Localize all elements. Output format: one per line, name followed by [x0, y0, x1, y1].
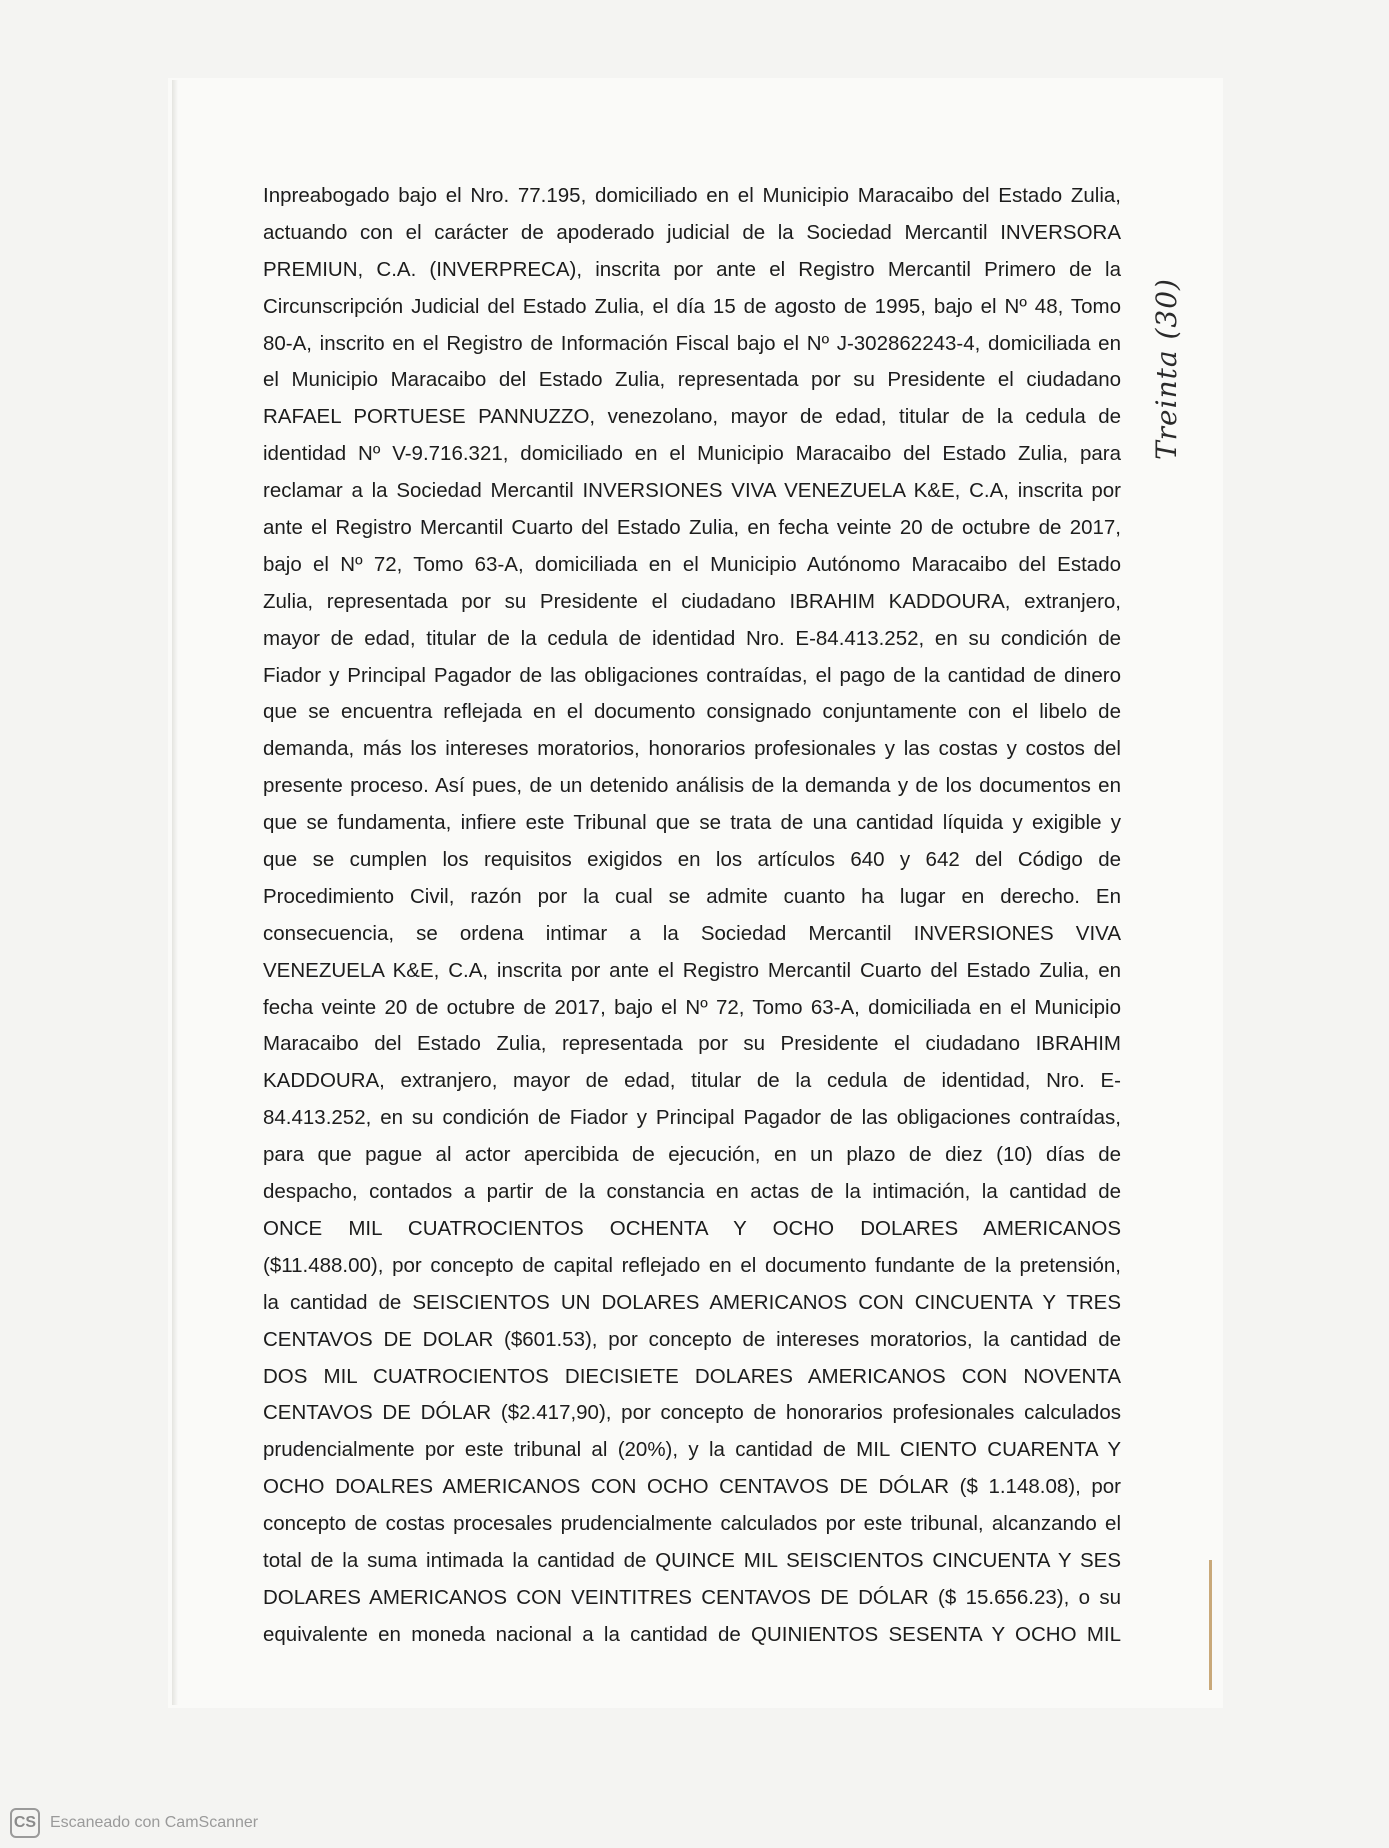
document-line: que se fundamenta, infiere este Tribunal que se trata de una cantidad líquida y exigible y — [263, 811, 1121, 835]
document-line: total de la suma intimada la cantidad de QUINCE MIL SEISCIENTOS CINCUENTA Y SES — [263, 1548, 1121, 1572]
document-line: la cantidad de SEISCIENTOS UN DOLARES AMERICANOS CON CINCUENTA Y TRES — [263, 1290, 1121, 1314]
document-line: fecha veinte 20 de octubre de 2017, bajo el Nº 72, Tomo 63-A, domiciliada en el Municipio — [263, 995, 1121, 1019]
document-line: presente proceso. Así pues, de un detenido análisis de la demanda y de los documentos en — [263, 774, 1121, 798]
document-line: OCHO DOALRES AMERICANOS CON OCHO CENTAVOS DE DÓLAR ($ 1.148.08), por — [263, 1475, 1121, 1499]
camscanner-logo-icon: CS — [10, 1808, 40, 1838]
document-line: demanda, más los intereses moratorios, honorarios profesionales y las costas y costos del — [263, 737, 1121, 761]
document-line: 80-A, inscrito en el Registro de Información Fiscal bajo el Nº J-302862243-4, domiciliada en — [263, 331, 1121, 355]
document-line: mayor de edad, titular de la cedula de identidad Nro. E-84.413.252, en su condición de — [263, 626, 1121, 650]
document-line: PREMIUN, C.A. (INVERPRECA), inscrita por ante el Registro Mercantil Primero de la — [263, 257, 1121, 281]
document-line: bajo el Nº 72, Tomo 63-A, domiciliada en el Municipio Autónomo Maracaibo del Estado — [263, 552, 1121, 576]
document-line: Fiador y Principal Pagador de las obligaciones contraídas, el pago de la cantidad de dinero — [263, 663, 1121, 687]
document-line: ONCE MIL CUATROCIENTOS OCHENTA Y OCHO DOLARES AMERICANOS — [263, 1216, 1121, 1240]
document-line: Zulia, representada por su Presidente el ciudadano IBRAHIM KADDOURA, extranjero, — [263, 589, 1121, 613]
document-line: VENEZUELA K&E, C.A, inscrita por ante el Registro Mercantil Cuarto del Estado Zulia, en — [263, 958, 1121, 982]
document-line: que se encuentra reflejada en el documento consignado conjuntamente con el libelo de — [263, 700, 1121, 724]
document-line: Inpreabogado bajo el Nro. 77.195, domiciliado en el Municipio Maracaibo del Estado Zulia, — [263, 184, 1121, 207]
document-line: Procedimiento Civil, razón por la cual se admite cuanto ha lugar en derecho. En — [263, 884, 1121, 908]
document-line: DOS MIL CUATROCIENTOS DIECISIETE DOLARES AMERICANOS CON NOVENTA — [263, 1364, 1121, 1388]
handwritten-folio-note: Treinta (30) — [1150, 278, 1183, 460]
document-line: identidad Nº V-9.716.321, domiciliado en el Municipio Maracaibo del Estado Zulia, para — [263, 442, 1121, 466]
document-line: DOLARES AMERICANOS CON VEINTITRES CENTAVOS DE DÓLAR ($ 15.656.23), o su — [263, 1585, 1121, 1609]
document-line: equivalente en moneda nacional a la cantidad de QUINIENTOS SESENTA Y OCHO MIL — [263, 1622, 1121, 1646]
document-line: CENTAVOS DE DÓLAR ($2.417,90), por concepto de honorarios profesionales calculados — [263, 1401, 1121, 1425]
document-line: prudencialmente por este tribunal al (20%), y la cantidad de MIL CIENTO CUARENTA Y — [263, 1438, 1121, 1462]
document-line: para que pague al actor apercibida de ejecución, en un plazo de diez (10) días de — [263, 1143, 1121, 1167]
document-line: despacho, contados a partir de la constancia en actas de la intimación, la cantidad de — [263, 1180, 1121, 1204]
document-line: KADDOURA, extranjero, mayor de edad, titular de la cedula de identidad, Nro. E- — [263, 1069, 1121, 1093]
document-line: RAFAEL PORTUESE PANNUZZO, venezolano, mayor de edad, titular de la cedula de — [263, 405, 1121, 429]
margin-rule — [1209, 1560, 1212, 1690]
document-line: ante el Registro Mercantil Cuarto del Estado Zulia, en fecha veinte 20 de octubre de 2017, — [263, 516, 1121, 540]
document-line: 84.413.252, en su condición de Fiador y Principal Pagador de las obligaciones contraídas, — [263, 1106, 1121, 1130]
document-line: que se cumplen los requisitos exigidos en los artículos 640 y 642 del Código de — [263, 848, 1121, 872]
document-line: concepto de costas procesales prudencialmente calculados por este tribunal, alcanzando el — [263, 1512, 1121, 1536]
document-line: CENTAVOS DE DOLAR ($601.53), por concepto de intereses moratorios, la cantidad de — [263, 1327, 1121, 1351]
document-line: consecuencia, se ordena intimar a la Sociedad Mercantil INVERSIONES VIVA — [263, 921, 1121, 945]
scanner-watermark: Escaneado con CamScanner — [50, 1814, 259, 1831]
document-line: actuando con el carácter de apoderado judicial de la Sociedad Mercantil INVERSORA — [263, 220, 1121, 244]
document-line: ($11.488.00), por concepto de capital reflejado en el documento fundante de la pretensión, — [263, 1253, 1121, 1277]
document-body — [263, 178, 1121, 1654]
document-line: Maracaibo del Estado Zulia, representada por su Presidente el ciudadano IBRAHIM — [263, 1032, 1121, 1056]
scanner-footer — [10, 1808, 258, 1838]
document-line: Circunscripción Judicial del Estado Zulia, el día 15 de agosto de 1995, bajo el Nº 48, Tomo — [263, 294, 1121, 318]
document-line: reclamar a la Sociedad Mercantil INVERSIONES VIVA VENEZUELA K&E, C.A, inscrita por — [263, 479, 1121, 503]
page-edge-shadow — [172, 80, 178, 1705]
document-line: el Municipio Maracaibo del Estado Zulia, representada por su Presidente el ciudadano — [263, 368, 1121, 392]
